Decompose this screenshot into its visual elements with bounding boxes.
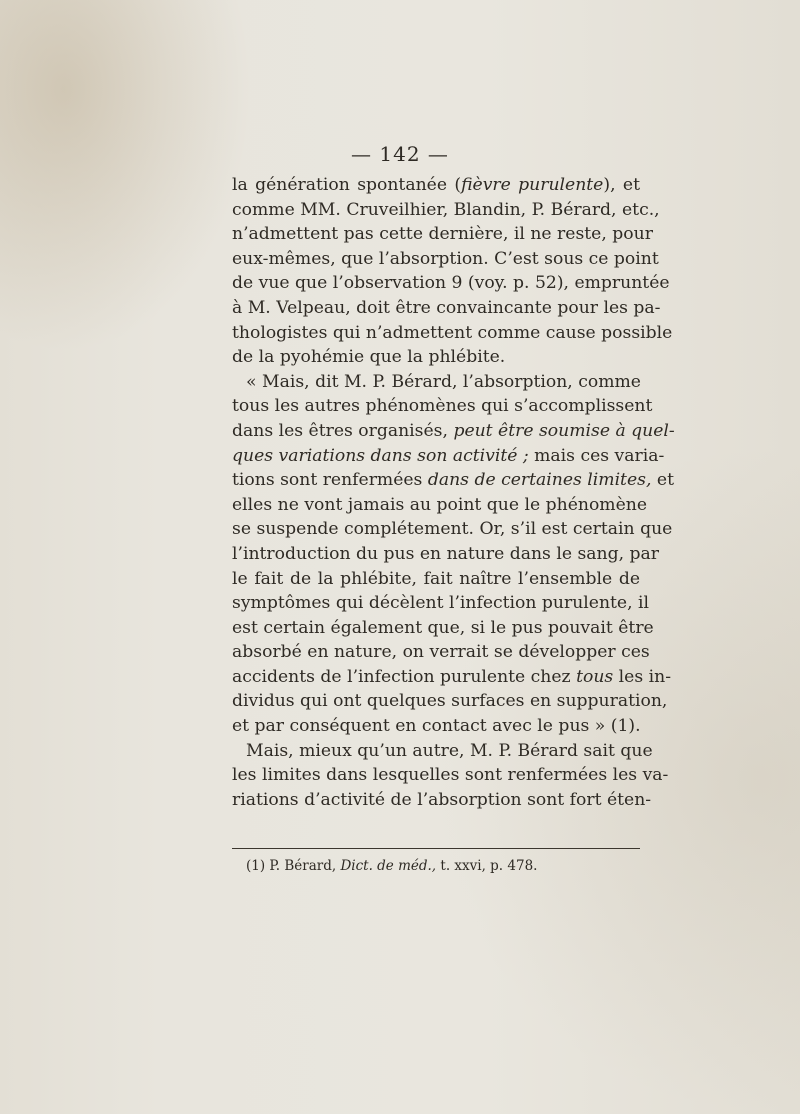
footnote-marker: (1)	[246, 858, 266, 874]
text-run: dividus qui ont quelques surfaces en suppuration,	[232, 691, 668, 712]
text-line	[232, 271, 670, 296]
text-line	[232, 689, 668, 714]
text-line	[232, 739, 653, 764]
footnote	[246, 858, 537, 874]
footnote-work: Dict. de méd.,	[340, 858, 437, 874]
text-line	[232, 321, 673, 346]
text-line	[232, 394, 653, 419]
text-run: les in-	[613, 666, 672, 687]
italic-text: tous	[576, 666, 614, 687]
text-line	[232, 763, 669, 788]
text-line	[232, 247, 659, 272]
text-run: « Mais, dit M. P. Bérard, l’absorption, comme	[246, 371, 641, 392]
text-line	[232, 444, 665, 469]
text-line	[232, 665, 672, 690]
text-run: à M. Velpeau, doit être convaincante pour les pa-	[232, 297, 661, 318]
text-run: et	[651, 470, 674, 491]
text-line	[232, 468, 674, 493]
text-run: de la pyohémie que la phlébite.	[232, 347, 506, 368]
text-line	[232, 542, 659, 567]
text-run: se suspende complétement. Or, s’il est certain que	[232, 519, 673, 540]
text-line	[232, 345, 640, 370]
text-run: dans les êtres organisés,	[232, 420, 454, 441]
text-run: et par conséquent en contact avec le pus » (1).	[232, 716, 641, 737]
footnote-rule	[232, 848, 640, 849]
text-line	[232, 640, 650, 665]
text-run: absorbé en nature, on verrait se développer ces	[232, 642, 650, 663]
body-text	[232, 173, 675, 812]
text-run: tions sont renfermées	[232, 470, 428, 491]
text-line	[232, 173, 640, 198]
text-run: Mais, mieux qu’un autre, M. P. Bérard sait que	[246, 740, 653, 761]
text-run: mais ces varia-	[528, 445, 665, 466]
text-run: elles ne vont jamais au point que le phénomène	[232, 494, 648, 515]
text-line	[232, 616, 654, 641]
text-run: les limites dans lesquelles sont renfermées les va-	[232, 765, 669, 786]
text-run: eux-mêmes, que l’absorption. C’est sous ce point	[232, 248, 659, 269]
text-run: symptômes qui décèlent l’infection purulente, il	[232, 593, 650, 614]
text-line	[232, 788, 652, 813]
text-run: comme MM. Cruveilhier, Blandin, P. Bérard, etc.,	[232, 199, 660, 220]
text-run: de vue que l’observation 9 (voy. p. 52), empruntée	[232, 273, 670, 294]
page-number: — 142 —	[351, 142, 449, 166]
text-run: tous les autres phénomènes qui s’accomplissent	[232, 396, 653, 417]
text-run: est certain également que, si le pus pouvait être	[232, 617, 654, 638]
text-line	[232, 493, 648, 518]
text-line	[232, 591, 650, 616]
text-run: n’admettent pas cette dernière, il ne reste, pour	[232, 224, 653, 245]
text-line	[232, 370, 640, 395]
text-run: la génération spontanée (	[232, 175, 462, 195]
text-run: accidents de l’infection purulente chez	[232, 666, 577, 687]
text-run: riations d’activité de l’absorption sont fort éten-	[232, 789, 652, 810]
text-run: thologistes qui n’admettent comme cause possible	[232, 322, 673, 343]
footnote-author: P. Bérard,	[269, 858, 337, 874]
text-run: ), et	[603, 175, 640, 195]
text-run: l’introduction du pus en nature dans le sang, par	[232, 543, 659, 564]
text-line	[232, 419, 675, 444]
text-line	[232, 198, 660, 223]
italic-text: fièvre purulente	[461, 175, 604, 195]
text-line	[232, 222, 653, 247]
text-line	[232, 296, 661, 321]
text-run: le fait de la phlébite, fait naître l’ensemble de	[232, 568, 640, 589]
italic-text: peut être soumise à quel-	[453, 420, 675, 441]
text-line	[232, 567, 640, 592]
text-line	[232, 714, 640, 739]
italic-text: ques variations dans son activité ;	[232, 445, 529, 466]
italic-text: dans de certaines limites,	[427, 470, 652, 491]
text-line	[232, 517, 673, 542]
footnote-ref: t. xxvi, p. 478.	[440, 858, 538, 874]
